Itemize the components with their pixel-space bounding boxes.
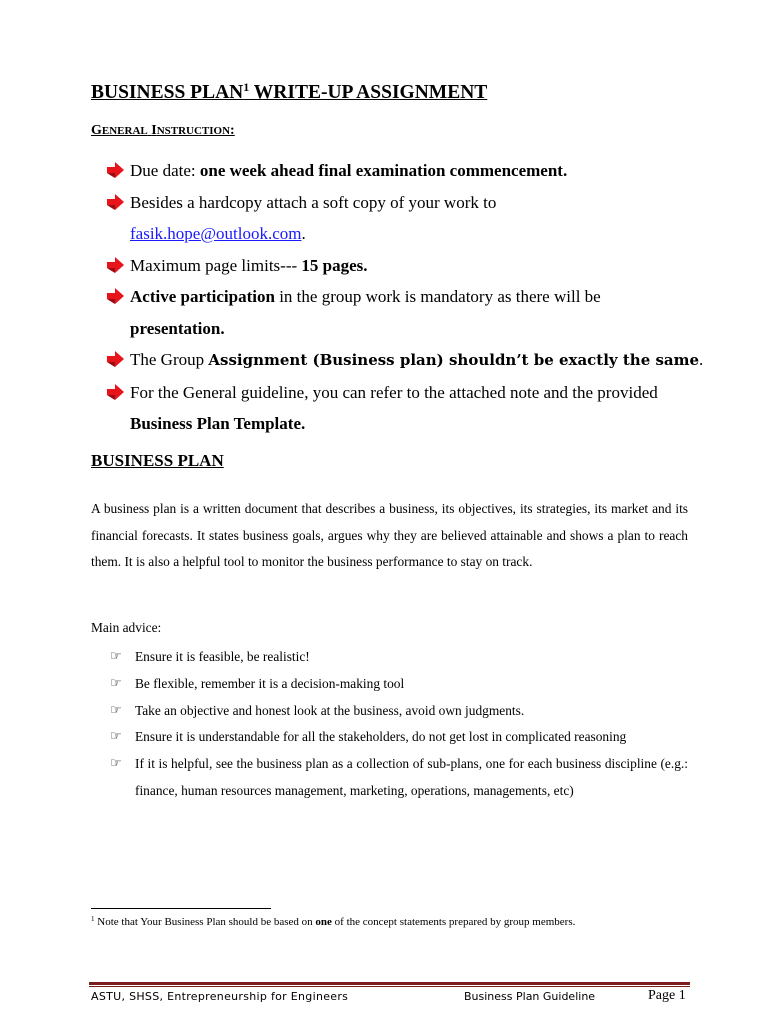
pointing-hand-icon: ☞ bbox=[110, 675, 122, 691]
red-arrow-icon bbox=[107, 351, 124, 367]
footnote-divider bbox=[91, 908, 271, 909]
footnote: $^1$ Note that Your Business Plan should be based on one of the concept statements prepared by group members. bbox=[91, 915, 576, 928]
footnote-reference[interactable]: 1 bbox=[243, 80, 250, 94]
main-advice-label: Main advice: bbox=[91, 620, 162, 635]
advice-list bbox=[110, 644, 688, 805]
general-instruction-heading: GENERAL INSTRUCTION: bbox=[91, 123, 235, 138]
pointing-hand-icon: ☞ bbox=[110, 649, 122, 664]
red-arrow-icon bbox=[107, 288, 124, 304]
advice-item: ☞ Take an objective and honest look at the business, avoid own judgments. bbox=[110, 698, 688, 725]
instruction-item-page-limit: Maximum page limits--- 15 pages. bbox=[107, 250, 707, 282]
instruction-item-due-date: Due date: one week ahead final examination commencement. bbox=[107, 155, 707, 187]
red-arrow-icon bbox=[107, 384, 124, 400]
instruction-list bbox=[107, 155, 707, 440]
advice-item: ☞ Ensure it is feasible, be realistic! bbox=[110, 644, 688, 671]
advice-item: ☞ Be flexible, remember it is a decision-making tool bbox=[110, 671, 688, 698]
footer-document-name: Business Plan Guideline bbox=[464, 990, 596, 1003]
instruction-item-group-assignment: The Group Assignment (Business plan) shouldn’t be exactly the same. bbox=[107, 344, 707, 377]
pointing-hand-icon: ☞ bbox=[110, 729, 122, 745]
red-arrow-icon bbox=[107, 257, 124, 273]
business-plan-heading: BUSINESS PLAN bbox=[91, 451, 224, 470]
instruction-item-guideline: For the General guideline, you can refer to the attached note and the provided Business Plan Template. bbox=[107, 377, 707, 440]
advice-item: ☞ If it is helpful, see the business plan as a collection of sub-plans, one for each business discipline (e.g.: finance, human resources management, marketing, operations, managements, etc) bbox=[110, 751, 688, 805]
instruction-item-soft-copy: Besides a hardcopy attach a soft copy of your work to fasik.hope@outlook.com. bbox=[107, 187, 707, 250]
advice-item: ☞ Ensure it is understandable for all the stakeholders, do not get lost in complicated reasoning bbox=[110, 724, 688, 751]
page-title: BUSINESS PLAN$^1$ WRITE-UP ASSIGNMENT bbox=[91, 80, 488, 103]
red-arrow-icon bbox=[107, 194, 124, 210]
pointing-hand-icon: ☞ bbox=[110, 756, 122, 772]
business-plan-paragraph: A business plan is a written document that describes a business, its objectives, its strategies, its market and its financial forecasts. It states business goals, argues why they are believed attainable and shows a plan to reach them. It is also a helpful tool to monitor the business performance to stay on track. bbox=[91, 501, 688, 570]
pointing-hand-icon: ☞ bbox=[110, 702, 122, 718]
footer-course-info: ASTU, SHSS, Entrepreneurship for Engineers bbox=[91, 990, 349, 1003]
email-link[interactable]: fasik.hope@outlook.com bbox=[130, 224, 302, 243]
footer-divider-thick bbox=[89, 982, 690, 985]
red-arrow-icon bbox=[107, 162, 124, 178]
instruction-item-participation: Active participation in the group work is mandatory as there will be presentation. bbox=[107, 281, 707, 344]
footer-divider-thin bbox=[89, 986, 690, 987]
page-number: Page 1 bbox=[648, 988, 686, 1003]
